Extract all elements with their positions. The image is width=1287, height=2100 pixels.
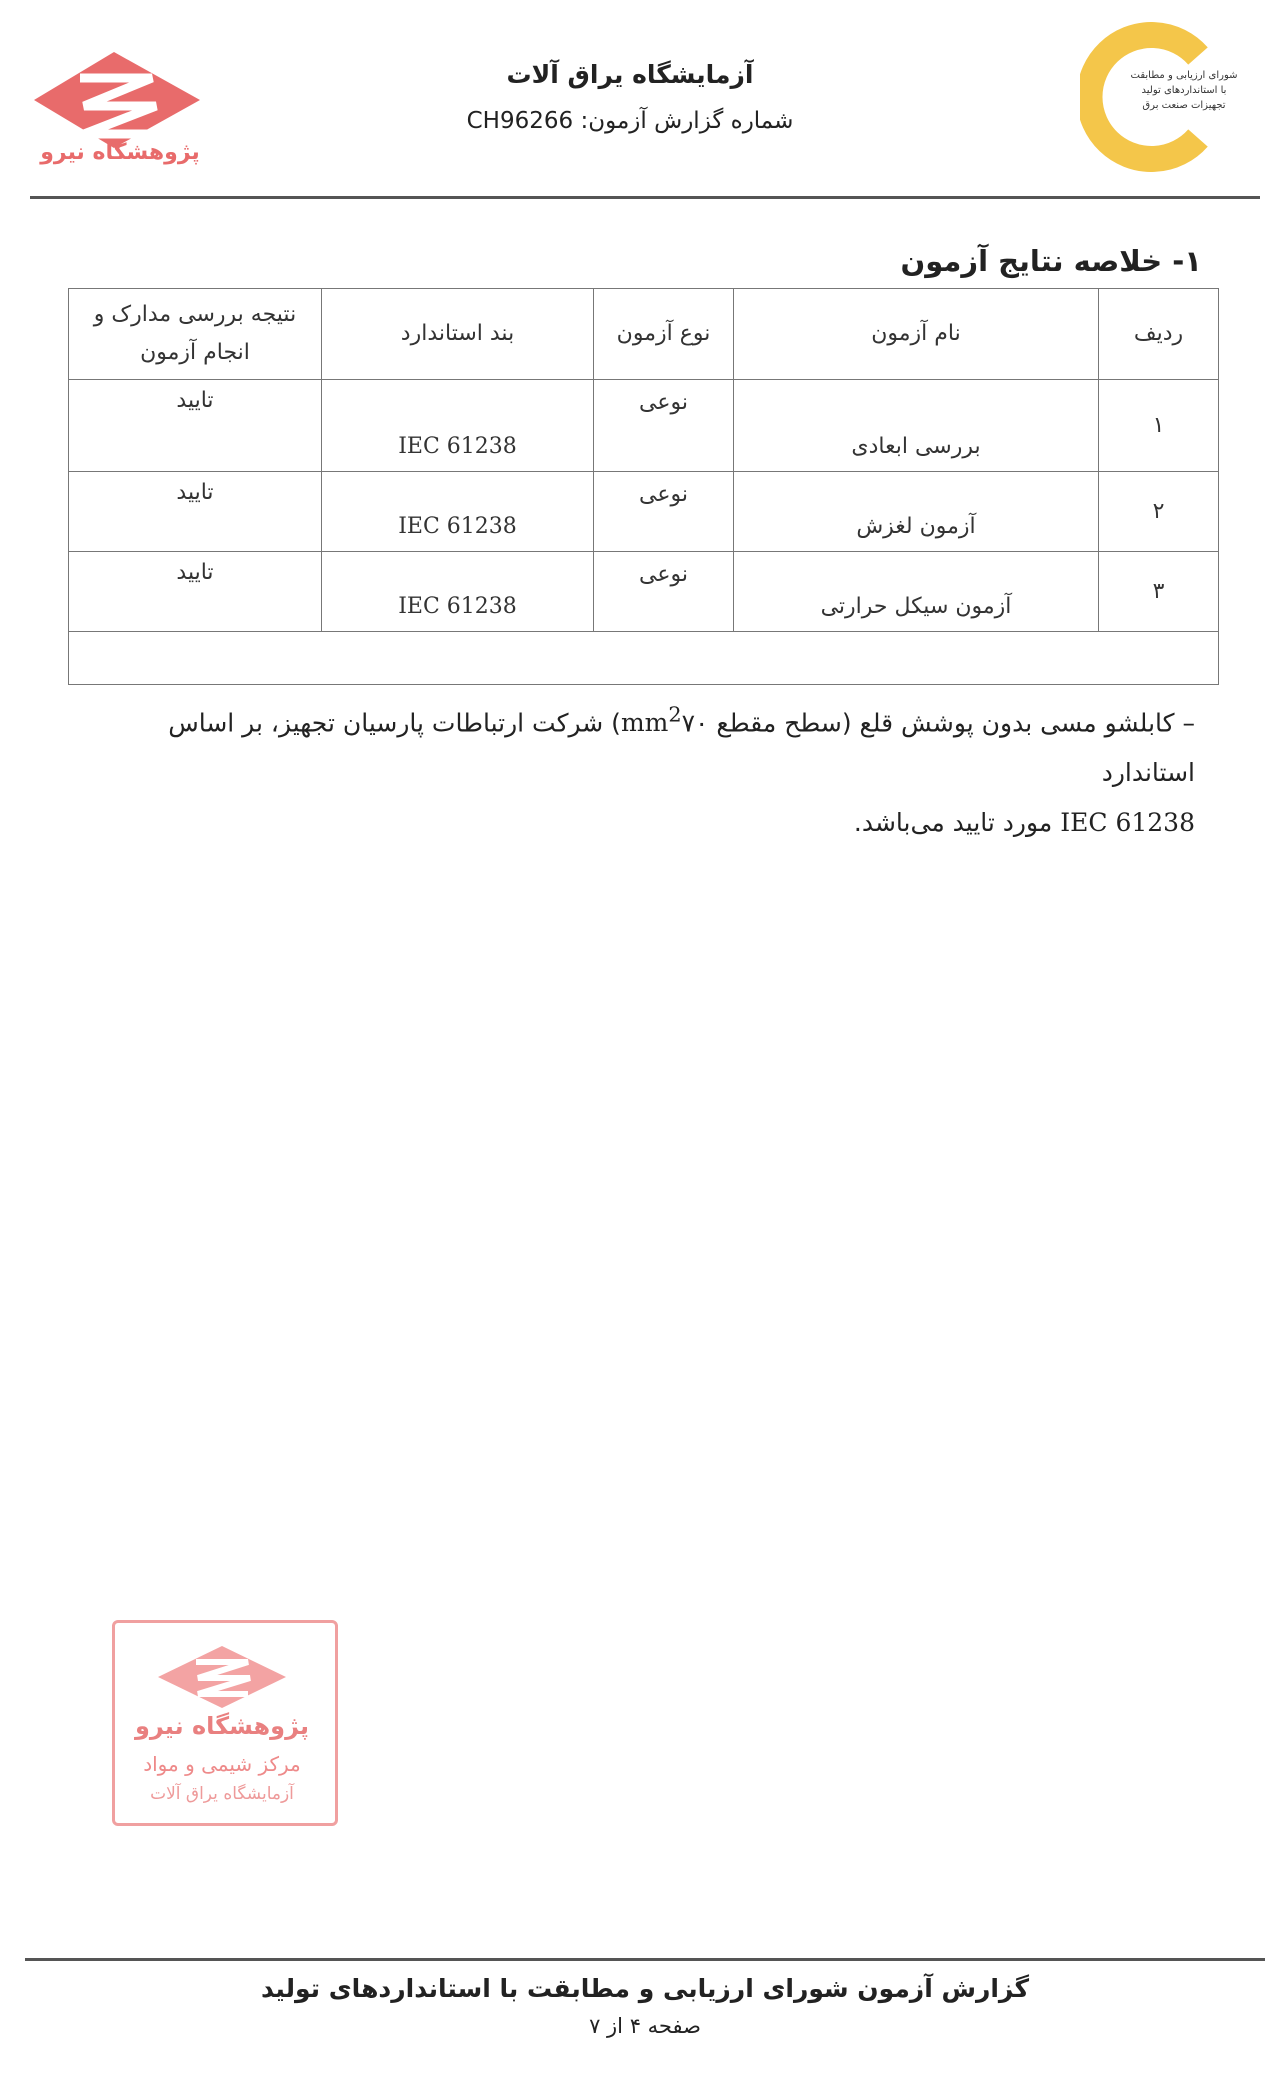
stamp-center: مرکز شیمی و مواد [143, 1752, 301, 1776]
header-divider [30, 196, 1260, 199]
row-test-type: نوعی [594, 552, 734, 632]
row-index: ۱ [1099, 380, 1219, 472]
header-index: ردیف [1099, 289, 1219, 380]
header-standard: بند استاندارد [322, 289, 594, 380]
row-result: تایید [69, 552, 322, 632]
summary-paragraph [125, 690, 1195, 848]
row-index: ۳ [1099, 552, 1219, 632]
table-row [69, 380, 1219, 472]
row-standard: IEC 61238 [322, 380, 594, 472]
summary-unit-base: mm [620, 708, 669, 738]
stamp-logo-icon [152, 1642, 292, 1712]
table-header-row [69, 289, 1219, 380]
empty-cell [69, 632, 1219, 685]
table-row [69, 472, 1219, 552]
row-standard: IEC 61238 [322, 472, 594, 552]
footer-divider [25, 1958, 1265, 1961]
summary-unit-exp: 2 [668, 703, 682, 727]
report-number: شماره گزارش آزمون: CH96266 [466, 108, 794, 134]
page-number: صفحه ۴ از ۷ [589, 2014, 701, 2038]
footer-title: گزارش آزمون شورای ارزیابی و مطابقت با استانداردهای تولید [260, 1974, 1030, 2003]
stamp-institute: پژوهشگاه نیرو [134, 1712, 310, 1740]
section-title: ۱- خلاصه نتایج آزمون [900, 244, 1202, 278]
row-standard: IEC 61238 [322, 552, 594, 632]
row-test-name: آزمون سیکل حرارتی [734, 552, 1099, 632]
summary-part3: مورد تایید می‌باشد. [853, 808, 1061, 838]
row-test-type: نوعی [594, 472, 734, 552]
right-logo-text: شورای ارزیابی و مطابقت با استانداردهای تولید تجهیزات صنعت برق [1130, 70, 1238, 111]
header-result: نتیجه بررسی مدارک و انجام آزمون [69, 289, 322, 380]
row-test-type: نوعی [594, 380, 734, 472]
row-index: ۲ [1099, 472, 1219, 552]
results-table [68, 288, 1219, 685]
table-row [69, 552, 1219, 632]
row-result: تایید [69, 380, 322, 472]
header-name: نام آزمون [734, 289, 1099, 380]
row-result: تایید [69, 472, 322, 552]
left-logo-text: پژوهشگاه نیرو [40, 140, 200, 165]
summary-unit [620, 703, 682, 738]
summary-part1: – کابلشو مسی بدون پوشش قلع (سطح مقطع [708, 708, 1195, 738]
lab-title: آزمایشگاه یراق آلات [506, 60, 754, 89]
table-empty-row [69, 632, 1219, 685]
stamp-lab: آزمایشگاه یراق آلات [150, 1784, 294, 1804]
row-test-name: بررسی ابعادی [734, 380, 1099, 472]
row-test-name: آزمون لغزش [734, 472, 1099, 552]
header-type: نوع آزمون [594, 289, 734, 380]
summary-part2: ) شرکت ارتباطات پارسیان تجهیز، بر اساس استاندارد [168, 708, 1195, 788]
summary-section-value: ۷۰ [681, 708, 709, 738]
summary-standard: IEC 61238 [1060, 808, 1195, 838]
